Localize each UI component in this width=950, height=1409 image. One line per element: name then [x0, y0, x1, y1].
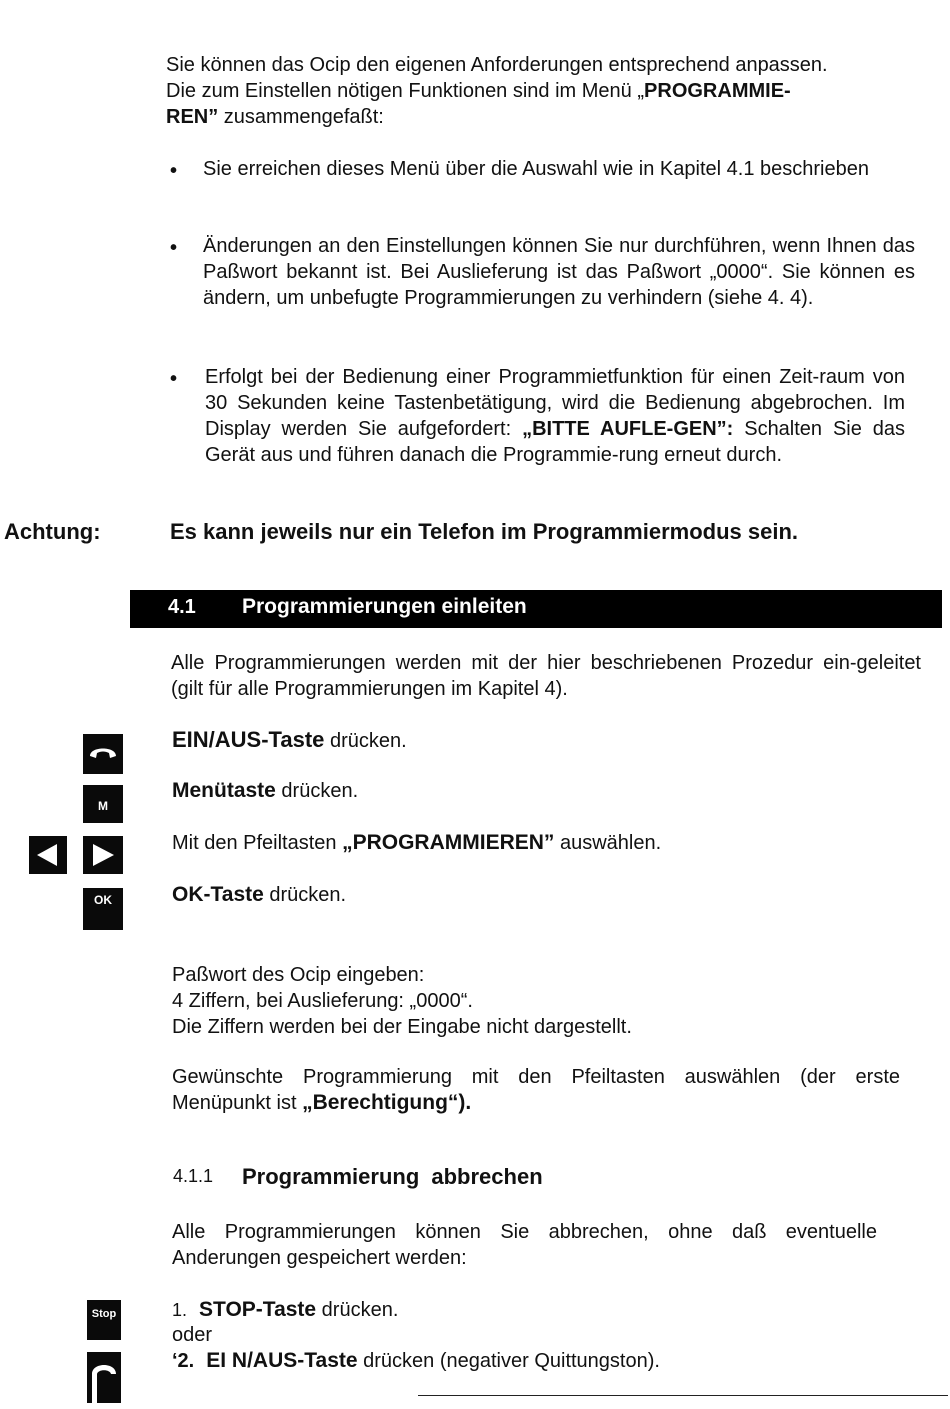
cancel-step-2-text: drücken (negativer Quittungston).	[357, 1350, 660, 1372]
display-message: „BITTE AUFLE-GEN”:	[522, 418, 734, 440]
handset-hangup-icon	[87, 1352, 121, 1403]
select-instruction-text: Gewünschte Programmierung mit den Pfeiltasten auswählen (der erste Menüpunkt ist	[172, 1066, 900, 1114]
cancel-step-1-key: STOP-Taste	[199, 1298, 317, 1321]
intro-menu-name: PROGRAMMIE-	[644, 80, 791, 102]
step-menu-key: Menütaste	[172, 779, 276, 802]
bullet-marker: •	[170, 237, 178, 259]
bullet-item-3	[205, 364, 905, 468]
arrow-right-key-icon	[83, 836, 123, 874]
footer-rule	[418, 1395, 948, 1396]
subsection-title: Programmierung abbrechen	[242, 1164, 543, 1189]
intro-line3: zusammengefaßt:	[218, 106, 384, 128]
step-arrows	[172, 830, 661, 856]
password-line1: Paßwort des Ocip eingeben:	[172, 964, 425, 986]
menu-key-icon: M	[83, 785, 123, 823]
section-title: Programmierungen einleiten	[242, 595, 527, 618]
select-instruction	[172, 1064, 900, 1116]
step-on-off	[172, 727, 407, 754]
ok-key-icon: OK	[83, 888, 123, 930]
bullet-marker: •	[170, 160, 178, 182]
arrow-left-key-icon	[29, 836, 67, 874]
step-on-off-text: drücken.	[324, 730, 407, 752]
step-ok-key: OK-Taste	[172, 883, 264, 906]
bullet-item-1: Sie erreichen dieses Menü über die Auswahl wie in Kapitel 4.1 beschrieben	[203, 158, 869, 180]
subsection-number: 4.1.1	[173, 1166, 214, 1186]
bullet-item-2: Änderungen an den Einstellungen können Sie nur durchführen, wenn Ihnen das Paßwort bekannt ist. Bei Auslieferung ist das Paßwort „0000“. Sie können es ändern, um unbefugte Programmierungen zu verhindern (siehe 4. 4).	[203, 235, 915, 309]
stop-key-icon: Stop	[87, 1300, 121, 1340]
handset-key-icon	[83, 734, 123, 774]
step-menu-text: drücken.	[275, 780, 359, 802]
intro-line1: Sie können das Ocip den eigenen Anforderungen entsprechend anpassen.	[166, 54, 828, 76]
warning-text: Es kann jeweils nur ein Telefon im Programmiermodus sein.	[170, 519, 798, 544]
password-instructions	[172, 962, 632, 1040]
step-ok	[172, 882, 346, 908]
cancel-step-2	[172, 1348, 660, 1374]
section-intro: Alle Programmierungen werden mit der hier beschriebenen Prozedur ein-geleitet (gilt für alle Programmierungen im Kapitel 4).	[171, 652, 921, 700]
step-arrows-text: Mit den Pfeiltasten	[172, 832, 343, 854]
intro-menu-name-cont: REN”	[166, 106, 219, 128]
cancel-step-1-text: drücken.	[316, 1299, 399, 1321]
password-line3: Die Ziffern werden bei der Eingabe nicht dargestellt.	[172, 1016, 632, 1038]
step-ok-text: drücken.	[263, 884, 347, 906]
cancel-step-1-number: 1.	[172, 1300, 188, 1320]
cancel-step-2-number: ‘2.	[172, 1350, 195, 1372]
cancel-step-2-key: EI N/AUS-Taste	[206, 1349, 358, 1372]
password-line2: 4 Ziffern, bei Auslieferung: „0000“.	[172, 990, 473, 1012]
step-menu	[172, 778, 358, 804]
section-number: 4.1	[168, 596, 196, 618]
cancel-step-1	[172, 1297, 398, 1323]
bullet-item-3-text: Erfolgt bei der Bedienung einer Programmietfunktion für einen Zeit-raum von 30 Sekunden keine Tastenbetätigung, wird die Bedienung abgebrochen. Im Display werden Sie aufgefordert:	[205, 366, 905, 440]
section-header-bar	[130, 590, 942, 628]
bullet-item-3-text-end: Schalten Sie das Gerät aus und führen danach die Programmie-rung erneut durch.	[205, 418, 905, 466]
select-first-item: „Berechtigung“).	[302, 1091, 472, 1114]
warning-label: Achtung:	[4, 519, 101, 544]
bullet-marker: •	[170, 368, 178, 390]
intro-paragraph	[166, 52, 936, 130]
cancel-intro: Alle Programmierungen können Sie abbrechen, ohne daß eventuelle Anderungen gespeichert werden:	[172, 1221, 877, 1269]
intro-line2: Die zum Einstellen nötigen Funktionen sind im Menü „	[166, 80, 645, 102]
step-arrows-text-end: auswählen.	[554, 832, 662, 854]
step-on-off-key: EIN/AUS-Taste	[172, 727, 325, 752]
step-arrows-menu: „PROGRAMMIEREN”	[342, 831, 555, 854]
cancel-or: oder	[172, 1324, 213, 1346]
